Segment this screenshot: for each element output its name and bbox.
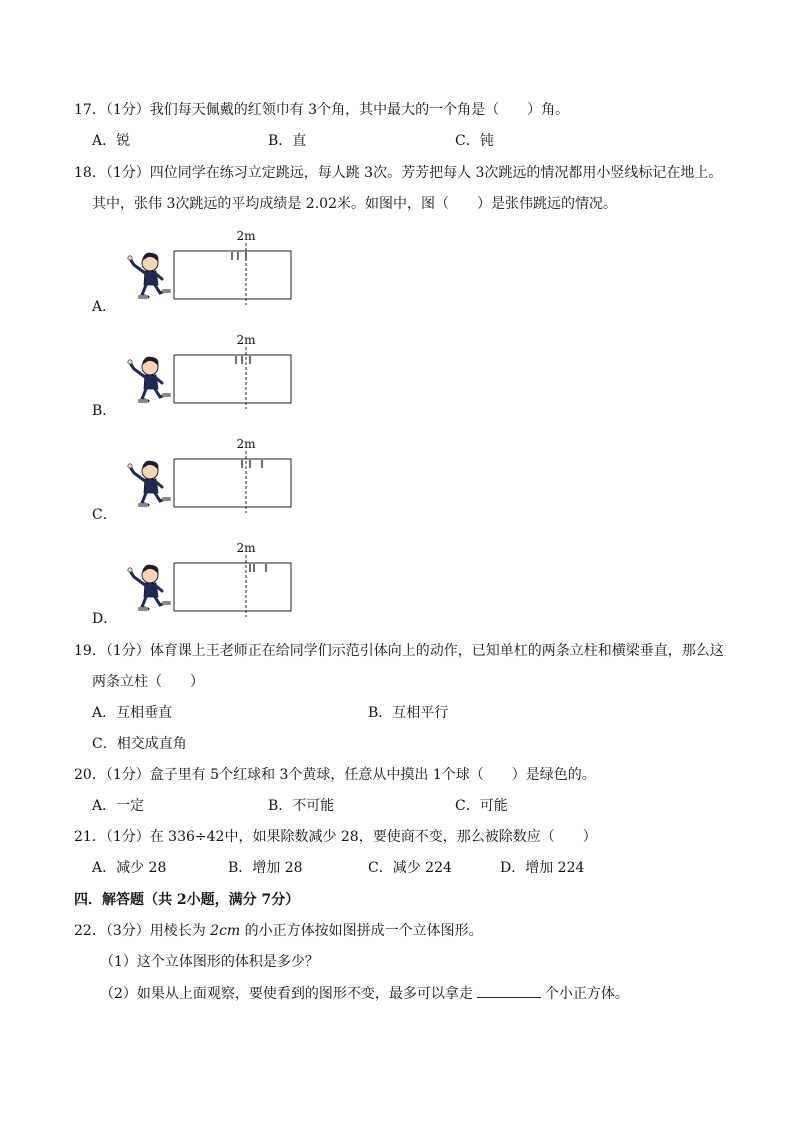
q22-subquestion-2: [100, 983, 629, 1004]
q18-option-a[interactable]: A．: [92, 299, 117, 315]
landing-area: [174, 459, 291, 507]
q18-figure-c: [118, 437, 298, 513]
jumping-child-icon: [128, 461, 171, 507]
q18-option-d[interactable]: D．: [92, 611, 118, 627]
q18-figure-a: [118, 229, 298, 305]
q21-option-b[interactable]: B．增加 28: [228, 860, 303, 876]
q17-option-a[interactable]: A．锐: [92, 133, 131, 149]
q18-figure-b: [118, 333, 298, 409]
q22-subquestion-1: （1）这个立体图形的体积是多少？: [100, 954, 319, 970]
q17-option-b[interactable]: B．直: [268, 133, 307, 149]
landing-area: [174, 563, 291, 611]
q18-figure-d: [118, 541, 298, 617]
jump-diagram-a: [118, 229, 298, 305]
question-18-line2: 其中，张伟 3次跳远的平均成绩是 2.02米。如图中，图（ ）是张伟跳远的情况。: [92, 196, 617, 212]
jump-diagram-b: [118, 333, 298, 409]
q22-stem-after: 的小正方体按如图拼成一个立体图形。: [240, 923, 483, 939]
q19-option-a[interactable]: A．互相垂直: [92, 705, 173, 721]
question-20-stem: 20．（1分）盒子里有 5个红球和 3个黄球，任意从中摸出 1个球（ ）是绿色的。: [74, 767, 596, 783]
question-17-stem: 17．（1分）我们每天佩戴的红领巾有 3个角，其中最大的一个角是（ ）角。: [74, 102, 570, 118]
q22-edge-length: 2cm: [210, 923, 241, 939]
jumping-child-icon: [128, 565, 171, 611]
jumping-child-icon: [128, 253, 171, 299]
jump-diagram-c: [118, 437, 298, 513]
question-18-line1: 18．（1分）四位同学在练习立定跳远，每人跳 3次。芳芳把每人 3次跳远的情况都用小竖线标记在地上。: [74, 165, 723, 181]
q18-option-c[interactable]: C．: [92, 507, 117, 523]
q21-option-d[interactable]: D．增加 224: [500, 860, 585, 876]
q22-stem-before: 22．（3分）用棱长为: [74, 923, 211, 939]
two-meter-label: 2m: [236, 437, 256, 451]
q20-option-c[interactable]: C．可能: [455, 798, 508, 814]
two-meter-label: 2m: [236, 333, 256, 347]
landing-area: [174, 355, 291, 403]
q22-sub2-after: 个小正方体。: [544, 986, 629, 1002]
q21-option-c[interactable]: C．减少 224: [368, 860, 452, 876]
q17-option-c[interactable]: C．钝: [455, 133, 494, 149]
q21-option-a[interactable]: A．减少 28: [92, 860, 167, 876]
q22-answer-blank[interactable]: [477, 983, 541, 998]
jumping-child-icon: [128, 357, 171, 403]
question-21-stem: 21．（1分）在 336÷42中，如果除数减少 28，要使商不变，那么被除数应（ ）: [74, 829, 597, 845]
q20-option-a[interactable]: A．一定: [92, 798, 145, 814]
two-meter-label: 2m: [236, 229, 256, 243]
question-22-stem: [74, 921, 483, 941]
q19-option-c[interactable]: C．相交成直角: [92, 736, 187, 752]
q20-option-b[interactable]: B．不可能: [268, 798, 335, 814]
question-19-line1: 19．（1分）体育课上王老师正在给同学们示范引体向上的动作，已知单杠的两条立柱和横梁垂直，那么这: [74, 643, 724, 659]
q22-sub2-before: （2）如果从上面观察，要使看到的图形不变，最多可以拿走: [100, 986, 473, 1002]
section-4-heading: 四．解答题（共 2小题，满分 7分）: [74, 892, 300, 908]
jump-diagram-d: [118, 541, 298, 617]
question-19-line2: 两条立柱（ ）: [92, 674, 204, 690]
q18-option-b[interactable]: B．: [92, 403, 117, 419]
two-meter-label: 2m: [236, 541, 256, 555]
q19-option-b[interactable]: B．互相平行: [368, 705, 449, 721]
